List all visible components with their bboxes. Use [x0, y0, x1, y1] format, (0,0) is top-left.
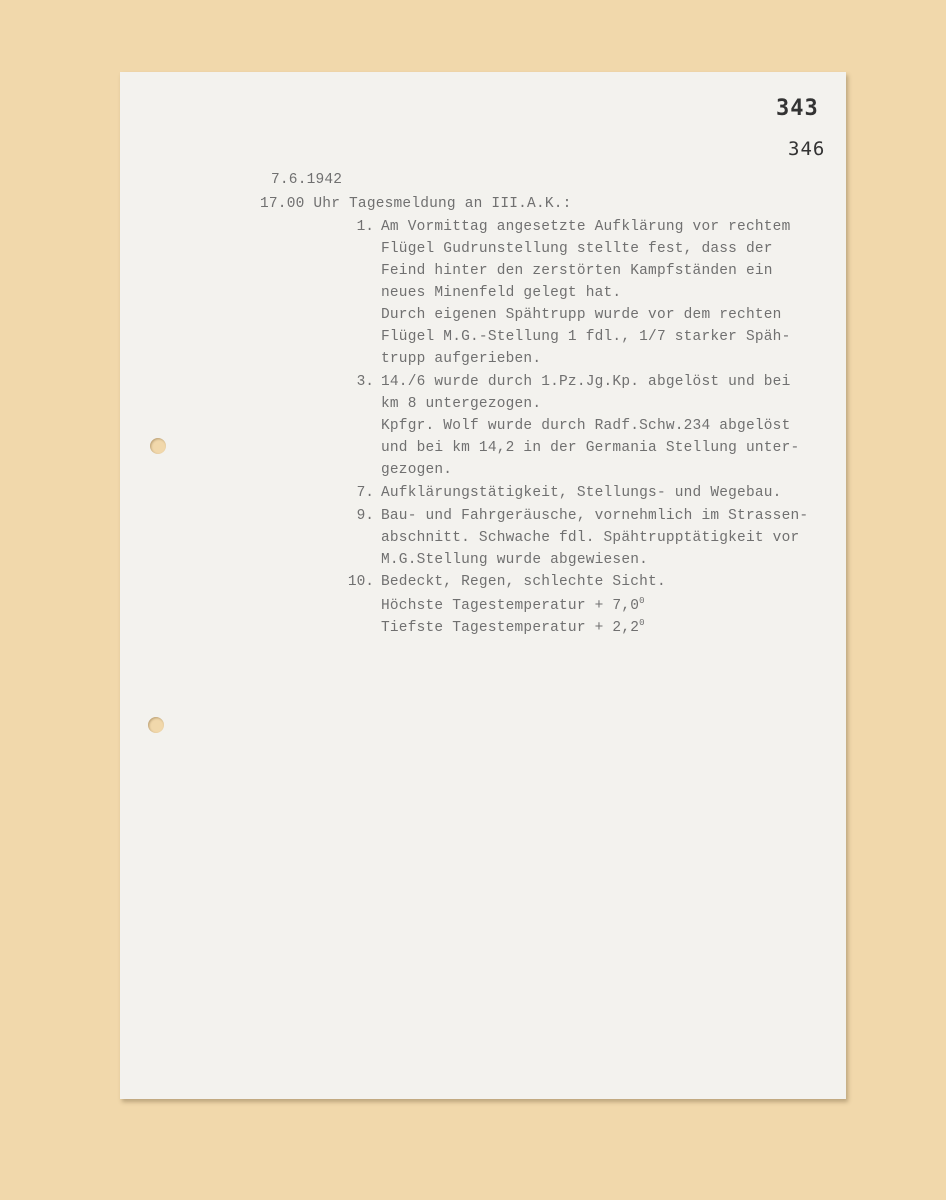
punch-hole-lower [148, 717, 164, 733]
item-line: Durch eigenen Spähtrupp wurde vor dem rechten [381, 307, 782, 323]
item-line: Flügel Gudrunstellung stellte fest, dass der [381, 241, 773, 257]
item-number: 10. [347, 574, 374, 590]
page-number: 346 [788, 138, 826, 160]
item-number: 9. [356, 508, 374, 524]
degree-mark: 0 [639, 618, 645, 628]
archive-number: 343 [776, 96, 819, 121]
punch-hole-upper [150, 438, 166, 454]
temperature-low-line [381, 618, 645, 636]
item-line: und bei km 14,2 in der Germania Stellung unter- [381, 440, 800, 456]
item-line: Kpfgr. Wolf wurde durch Radf.Schw.234 abgelöst [381, 418, 791, 434]
item-line: Höchste Tagestemperatur + 7,0 [381, 597, 640, 614]
item-line: Am Vormittag angesetzte Aufklärung vor rechtem [381, 219, 791, 235]
temperature-high-line [381, 596, 645, 614]
item-number: 1. [356, 219, 374, 235]
item-line: abschnitt. Schwache fdl. Spähtrupptätigkeit vor [381, 530, 800, 546]
item-line: Tiefste Tagestemperatur + 2,2 [381, 619, 640, 636]
item-line: km 8 untergezogen. [381, 396, 542, 412]
document-date: 7.6.1942 [271, 172, 343, 188]
item-line: Feind hinter den zerstörten Kampfständen ein [381, 263, 773, 279]
item-line: neues Minenfeld gelegt hat. [381, 285, 622, 301]
item-line: 14./6 wurde durch 1.Pz.Jg.Kp. abgelöst und bei [381, 374, 791, 390]
item-line: Flügel M.G.-Stellung 1 fdl., 1/7 starker Späh- [381, 329, 791, 345]
item-line: Bau- und Fahrgeräusche, vornehmlich im Strassen- [381, 508, 809, 524]
item-line: Aufklärungstätigkeit, Stellungs- und Wegebau. [381, 485, 782, 501]
document-sheet [120, 72, 846, 1099]
report-heading: 17.00 Uhr Tagesmeldung an III.A.K.: [260, 196, 572, 212]
degree-mark: 0 [639, 596, 645, 606]
item-line: gezogen. [381, 462, 453, 478]
item-line: M.G.Stellung wurde abgewiesen. [381, 552, 649, 568]
item-number: 3. [356, 374, 374, 390]
item-line: Bedeckt, Regen, schlechte Sicht. [381, 574, 666, 590]
item-number: 7. [356, 485, 374, 501]
item-line: trupp aufgerieben. [381, 351, 542, 367]
